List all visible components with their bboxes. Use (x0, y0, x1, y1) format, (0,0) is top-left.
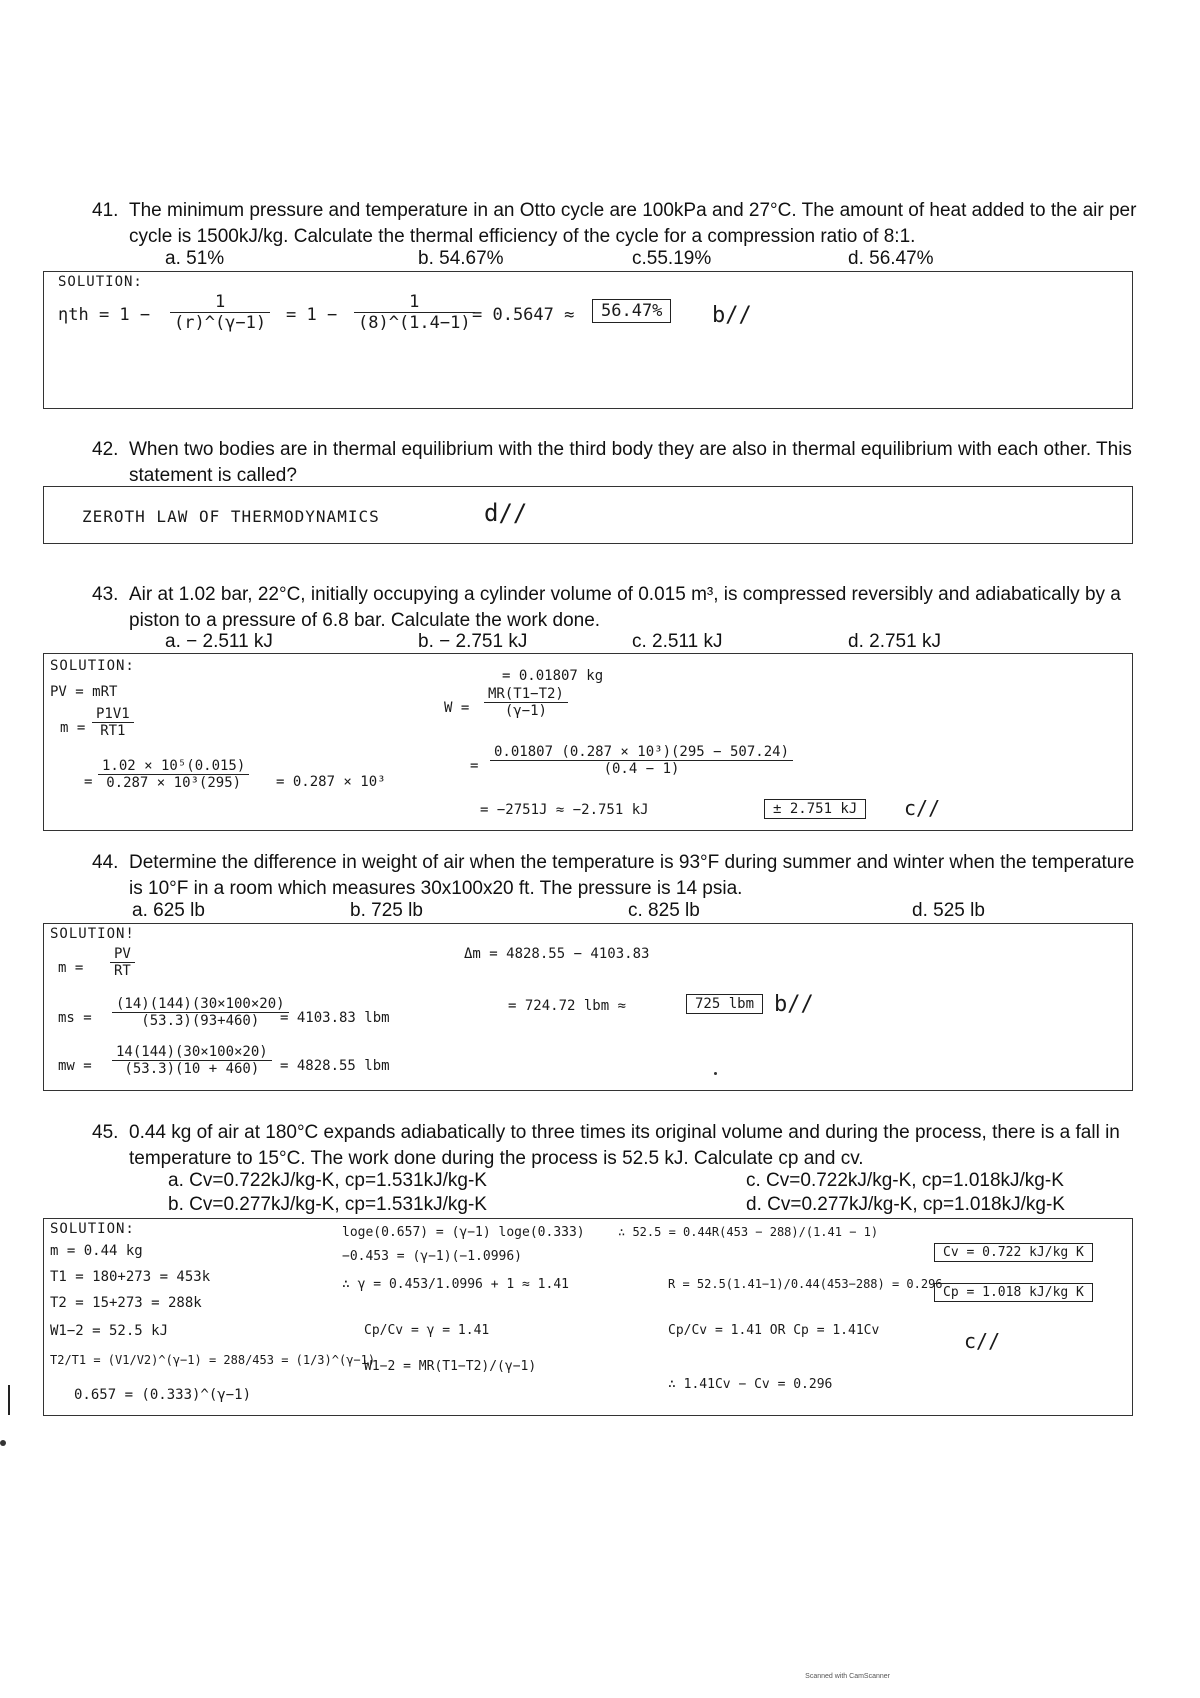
cp-cv-ratio: Cp/Cv = γ = 1.41 (364, 1323, 490, 1338)
work-result: = −2751J ≈ −2.751 kJ (480, 802, 649, 818)
answer-choice: b// (774, 992, 814, 1017)
option-d: d. Cv=0.277kJ/kg-K, cp=1.018kJ/kg-K (746, 1194, 1065, 1215)
cv-equation: ∴ 1.41Cv − Cv = 0.296 (668, 1377, 833, 1392)
question-number: 44. (92, 852, 119, 873)
answer-box: ± 2.751 kJ (764, 799, 866, 819)
option-d: d. 56.47% (848, 248, 934, 269)
given-work: W1−2 = 52.5 kJ (50, 1323, 169, 1339)
eq-3: = 0.5647 ≈ (472, 305, 575, 325)
question-44 (92, 850, 1137, 902)
solution-box-41 (43, 271, 1133, 409)
winter-mass-eq: mw = (58, 1058, 92, 1074)
ideal-gas-law: PV = mRT (50, 684, 118, 700)
option-c: c. Cv=0.722kJ/kg-K, cp=1.018kJ/kg-K (746, 1170, 1064, 1191)
question-43 (92, 582, 1137, 634)
answer-text: ZEROTH LAW OF THERMODYNAMICS (82, 507, 380, 526)
answer-choice: b// (712, 303, 752, 328)
option-c: c. 825 lb (628, 900, 700, 921)
scan-speck (714, 1072, 717, 1075)
given-t2: T2 = 15+273 = 288k (50, 1295, 202, 1311)
question-number: 42. (92, 439, 119, 460)
solution-box-44 (43, 923, 1133, 1091)
answer-cv-box: Cv = 0.722 kJ/kg K (934, 1243, 1093, 1262)
work-fraction: $\frac{MR(T1-T2)}{(\gamma-1)}$ (484, 686, 568, 719)
question-text: 0.44 kg of air at 180°C expands adiabatically to three times its original volume and during the process, there is a fall in temperature to 15°C. The work done during the process is 52.5 kJ. Calculate cp and cv. (129, 1122, 1120, 1169)
question-45 (92, 1120, 1137, 1172)
eq-2: = 1 − (286, 305, 338, 325)
solution-label: SOLUTION: (50, 658, 135, 674)
question-number: 43. (92, 584, 119, 605)
answer-choice: d// (484, 499, 528, 527)
question-text: Air at 1.02 bar, 22°C, initially occupying a cylinder volume of 0.015 m³, is compressed reversibly and adiabatically by a piston to a pressure of 6.8 bar. Calculate the work done. (129, 584, 1121, 631)
option-b: b. 54.67% (418, 248, 504, 269)
mass-result: = 0.287 × 10³ (276, 774, 386, 790)
answer-box: 56.47% (592, 299, 671, 323)
fraction-1: $\frac{1}{(r)\^{}(\gamma-1)}$ (170, 292, 270, 333)
answer-cp-box: Cp = 1.018 kJ/kg K (934, 1283, 1093, 1302)
solution-label: SOLUTION: (58, 274, 143, 290)
summer-mass-result: = 4103.83 lbm (280, 1010, 390, 1026)
option-a: a. − 2.511 kJ (165, 631, 273, 652)
log-step-1: loge(0.657) = (γ−1) loge(0.333) (342, 1225, 585, 1240)
solution-box-43 (43, 653, 1133, 831)
scanner-watermark: Scanned with CamScanner (805, 1673, 890, 1680)
answer-choice: c// (904, 796, 941, 820)
question-number: 41. (92, 200, 119, 221)
question-42 (92, 437, 1137, 489)
work-formula: W1−2 = MR(T1−T2)/(γ−1) (364, 1359, 537, 1374)
option-d: d. 525 lb (912, 900, 985, 921)
mass-fraction-values: $\frac{\text{1.02 × 10⁵(0.015)}}{\text{0.287 × 10³(295)}}$ (98, 758, 249, 791)
work-eq-2: = (470, 758, 479, 774)
work-substitution: ∴ 52.5 = 0.44R(453 − 288)/(1.41 − 1) (618, 1225, 879, 1239)
option-a: a. 625 lb (132, 900, 205, 921)
question-text: Determine the difference in weight of air when the temperature is 93°F during summer and winter when the temperature is 10°F in a room which measures 30x100x20 ft. The pressure is 14 psia. (129, 852, 1135, 899)
page-left-edge (8, 1385, 10, 1415)
gamma-relation: 0.657 = (0.333)^(γ−1) (74, 1387, 252, 1403)
option-a: a. 51% (165, 248, 225, 269)
fraction-2: $\frac{1}{(8)\^{}(1.4-1)}$ (354, 292, 475, 333)
given-t1: T1 = 180+273 = 453k (50, 1269, 211, 1285)
option-c: c.55.19% (632, 248, 712, 269)
winter-mass-result: = 4828.55 lbm (280, 1058, 390, 1074)
question-41 (92, 198, 1137, 250)
option-b: b. − 2.751 kJ (418, 631, 528, 652)
winter-fraction: $\frac{14(144)(30\times 100\times 20)}{(53.3)(10 + 460)}$ (112, 1044, 272, 1077)
scan-dot (0, 1440, 6, 1446)
gas-constant: R = 52.5(1.41−1)/0.44(453−288) = 0.296 (668, 1277, 943, 1291)
log-step-2: −0.453 = (γ−1)(−1.0996) (342, 1249, 523, 1264)
summer-fraction: $\frac{(14)(144)(30\times 100\times 20)}{(53.3)(93+460)}$ (112, 996, 289, 1029)
solution-box-42 (43, 486, 1133, 544)
mass-fraction: $\frac{PV}{RT}$ (110, 946, 135, 979)
solution-label: SOLUTION: (50, 1221, 135, 1237)
question-text: The minimum pressure and temperature in an Otto cycle are 100kPa and 27°C. The amount of heat added to the air per cycle is 1500kJ/kg. Calculate the thermal efficiency of the cycle for a compression ratio of 8:1. (129, 200, 1137, 247)
option-d: d. 2.751 kJ (848, 631, 941, 652)
mass-fraction: $\frac{P1V1}{RT1}$ (92, 706, 134, 739)
mass-difference: Δm = 4828.55 − 4103.83 (464, 946, 650, 962)
mass-eq: m = (58, 960, 84, 976)
mass-eq: m = (60, 720, 86, 736)
cp-in-terms-of-cv: Cp/Cv = 1.41 OR Cp = 1.41Cv (668, 1323, 880, 1338)
work-fraction-values: $\frac{\text{0.01807 (0.287 × 10³)(295 − 507.24)}}{(0.4 - 1)}$ (490, 744, 793, 777)
summer-mass-eq: ms = (58, 1010, 92, 1026)
option-b: b. Cv=0.277kJ/kg-K, cp=1.531kJ/kg-K (168, 1194, 487, 1215)
option-c: c. 2.511 kJ (632, 631, 723, 652)
temperature-volume-relation: T2/T1 = (V1/V2)^(γ−1) = 288/453 = (1/3)^(γ−1) (50, 1353, 376, 1367)
eta-expression: ηth = 1 − (58, 305, 151, 325)
option-a: a. Cv=0.722kJ/kg-K, cp=1.531kJ/kg-K (168, 1170, 487, 1191)
mass-eq-2: = (84, 774, 93, 790)
solution-box-45 (43, 1218, 1133, 1416)
work-eq: W = (444, 700, 470, 716)
question-text: When two bodies are in thermal equilibrium with the third body they are also in thermal equilibrium with each other. This statement is called? (129, 439, 1132, 486)
mass-difference-result: = 724.72 lbm ≈ (508, 998, 627, 1014)
answer-box: 725 lbm (686, 994, 763, 1014)
question-number: 45. (92, 1122, 119, 1143)
mass-value: = 0.01807 kg (502, 668, 604, 684)
given-mass: m = 0.44 kg (50, 1243, 143, 1259)
solution-label: SOLUTION! (50, 926, 135, 942)
answer-choice: c// (964, 1329, 1001, 1353)
gamma-result: ∴ γ = 0.453/1.0996 + 1 ≈ 1.41 (342, 1277, 569, 1292)
option-b: b. 725 lb (350, 900, 423, 921)
